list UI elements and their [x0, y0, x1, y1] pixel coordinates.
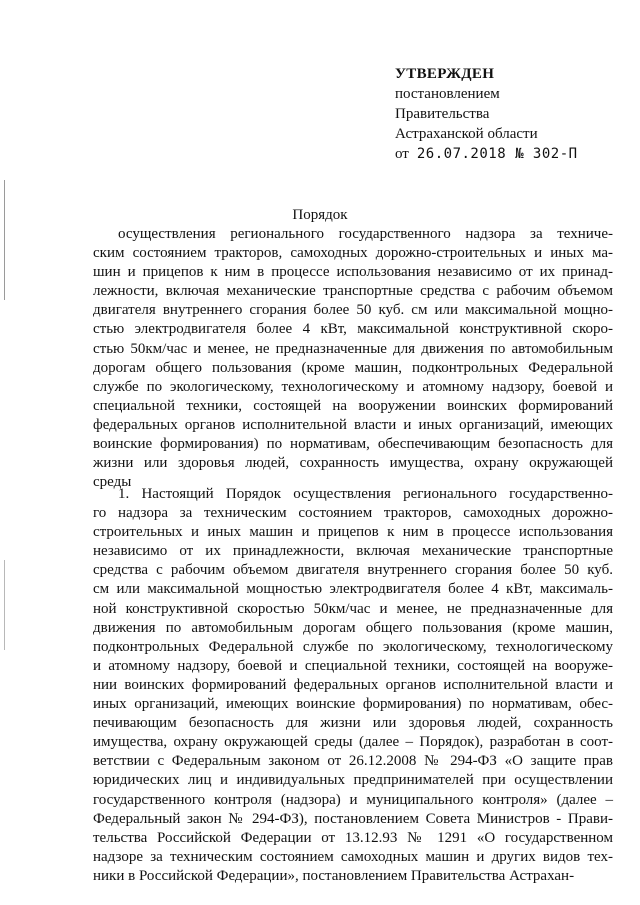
text-line: дорогам общего пользования (кроме машин, подконтрольных Федеральной	[93, 359, 613, 376]
text-line: среды	[93, 474, 132, 491]
text-line: стью 50км/час и менее, не предназначенные для движения по автомобильным	[93, 340, 613, 357]
approval-line: постановлением	[395, 86, 500, 102]
text-line: специальной техники, состоящей на вооружении воинских формирований	[93, 397, 613, 414]
text-line: движения по автомобильным дорогам общего пользования (кроме машин,	[93, 619, 613, 636]
text-line: подконтрольных Федеральной службе по экологическому, технологическому	[93, 638, 613, 655]
text-line: двигателя внутреннего сгорания более 50 куб. см или максимальной мощно-	[93, 302, 613, 319]
text-line: независимо от их принадлежности, включая механические транспортные	[93, 543, 613, 560]
text-line: печивающим безопасность для жизни или здоровья людей, сохранность	[93, 715, 613, 732]
text-line: федеральных органов исполнительной власти и иных организаций, имеющих	[93, 416, 613, 433]
text-line: лежности, включая механические транспортные средства с рабочим объемом	[93, 283, 613, 300]
text-line: тельства Российской Федерации от 13.12.93 № 1291 «О государственном	[93, 829, 613, 846]
approval-title: УТВЕРЖДЕН	[395, 66, 495, 82]
text-line: ной конструктивной скоростью 50км/час и менее, не предназначенные для	[93, 600, 613, 617]
text-line: иных организаций, имеющих воинские формирования) по нормативам, обес-	[93, 696, 613, 713]
text-line: и атомному надзору, боевой и специальной техники, состоящей на вооруже-	[93, 657, 613, 674]
text-line: ники в Российской Федерации», постановлением Правительства Астрахан-	[93, 867, 575, 884]
text-line: имущества, охрану окружающей среды (далее – Порядок), разработан в соот-	[93, 734, 613, 751]
approval-date	[395, 144, 625, 164]
text-line: го надзора за техническим состоянием тракторов, самоходных дорожно-	[93, 505, 613, 522]
approval-date-stamp: 26.07.2018 № 302-П	[416, 146, 578, 162]
text-line: см или максимальной мощностью электродвигателя более 4 кВт, максималь-	[93, 581, 613, 598]
approval-line: Астраханской области	[395, 126, 538, 142]
scan-edge-mark	[4, 180, 5, 300]
scan-edge-mark	[4, 560, 5, 650]
text-line: строительных и иных машин и прицепов к ним в процессе использования	[93, 524, 613, 541]
text-line: надзоре за техническим состоянием самоходных машин и других видов тех-	[93, 848, 613, 865]
text-line: средства с рабочим объемом двигателя внутреннего сгорания более 50 куб.	[93, 562, 613, 579]
approval-date-prefix: от	[395, 146, 409, 162]
text-line: стью электродвигателя более 4 кВт, максимальной конструктивной скоро-	[93, 321, 613, 338]
text-line: нии воинских формирований федеральных органов исполнительной власти и	[93, 676, 613, 693]
approval-line: Правительства	[395, 106, 490, 122]
text-line: службе по экологическому, технологическому и атомному надзору, боевой и	[93, 378, 613, 395]
text-line: Федеральный закон № 294-ФЗ), постановлением Совета Министров - Прави-	[93, 810, 613, 827]
text-line: ским состоянием тракторов, самоходных дорожно-строительных и иных ма-	[93, 245, 613, 262]
document-title: Порядок	[292, 207, 348, 223]
approval-block	[395, 64, 625, 164]
text-line: 1. Настоящий Порядок осуществления регионального государственно-	[118, 486, 613, 502]
text-line: государственного контроля (надзора) и муниципального контроля» (далее –	[93, 791, 613, 808]
text-line: шин и прицепов к ним в процессе использования независимо от их принад-	[93, 264, 613, 281]
paragraph-1	[93, 485, 613, 886]
document-subtitle	[93, 225, 613, 492]
text-line: ветствии с Федеральным законом от 26.12.2008 № 294-ФЗ «О защите прав	[93, 753, 613, 770]
text-line: осуществления регионального государственного надзора за техниче-	[118, 226, 613, 242]
text-line: жизни или здоровья людей, сохранность имущества, охрану окружающей	[93, 455, 613, 472]
text-line: воинские формирования) по нормативам, обеспечивающим безопасность для	[93, 436, 613, 453]
text-line: юридических лиц и индивидуальных предпринимателей при осуществлении	[93, 772, 613, 789]
